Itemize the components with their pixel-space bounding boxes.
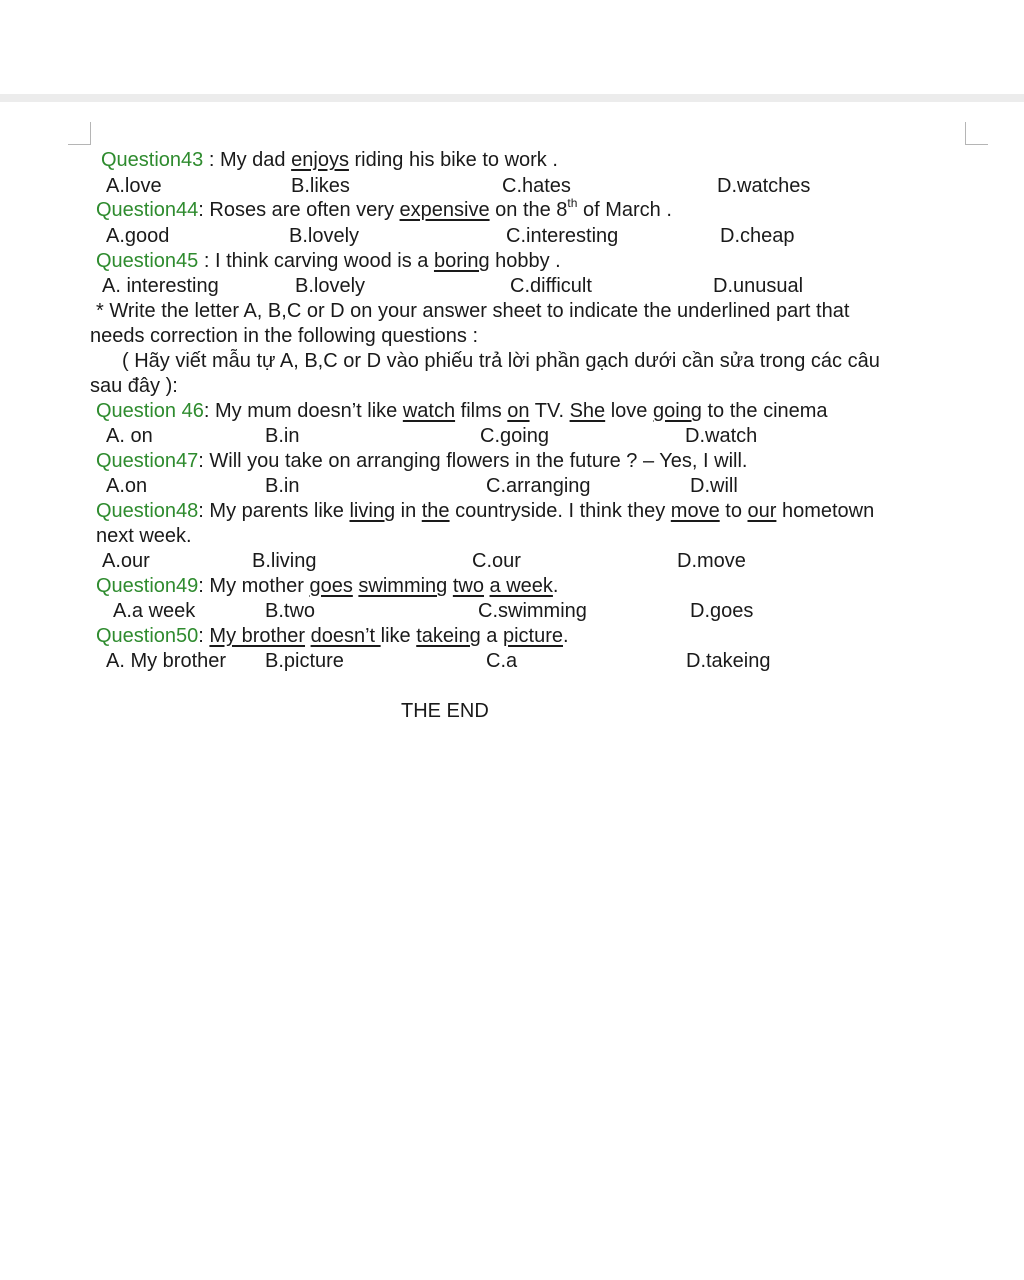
question-47 (96, 448, 747, 474)
underlined-word: expensive (399, 199, 490, 221)
separator: : (198, 575, 210, 597)
top-divider-bar (0, 94, 1024, 102)
question-label: Question43 (101, 149, 204, 171)
question-text: . (563, 625, 569, 647)
question-44 (96, 197, 672, 223)
question-49 (96, 573, 558, 599)
option-b: B.two (265, 600, 316, 622)
option-b: B.lovely (289, 225, 360, 247)
option-d: D.watch (685, 425, 758, 447)
question-text: to the cinema (701, 400, 828, 422)
separator: : (198, 250, 215, 272)
question-text: . (552, 575, 559, 597)
option-d: D.move (677, 550, 746, 572)
option-a: A. on (106, 425, 153, 447)
option-c: C.a (486, 650, 518, 672)
question-text: Roses are often very (209, 199, 400, 221)
right-margin-corner-mark (965, 122, 988, 145)
question-45 (96, 248, 561, 274)
underlined-word: going (652, 400, 702, 422)
underlined-word: our (747, 500, 777, 522)
underlined-word: swimming (358, 575, 448, 597)
underlined-word: My brother (209, 625, 306, 647)
underlined-word: the (421, 500, 450, 522)
option-c: C.our (472, 550, 521, 572)
question-text: countryside. I think they (449, 500, 671, 522)
option-b: B.lovely (295, 275, 366, 297)
option-c: C.difficult (510, 275, 592, 297)
option-d: D.takeing (686, 650, 771, 672)
underlined-word: living (349, 500, 396, 522)
separator: : (203, 149, 220, 171)
underlined-word: enjoys (291, 149, 349, 171)
underlined-word: two (452, 575, 484, 597)
question-text: on the 8 (489, 199, 568, 221)
option-a: A.good (106, 225, 170, 247)
option-c: C.hates (502, 175, 571, 197)
question-text: to (719, 500, 748, 522)
option-d: D.will (690, 475, 738, 497)
underlined-word: picture (502, 625, 563, 647)
option-b: B.picture (265, 650, 344, 672)
separator: : (203, 400, 215, 422)
question-label: Question50 (96, 625, 199, 647)
underlined-word: takeing (416, 625, 481, 647)
question-46 (96, 398, 828, 424)
question-label: Question48 (96, 500, 199, 522)
question-label: Question 46 (96, 400, 204, 422)
underlined-word: boring (433, 250, 490, 272)
question-label: Question49 (96, 575, 199, 597)
separator: : (198, 450, 210, 472)
question-text: My mum doesn’t like (214, 400, 403, 422)
option-c: C.swimming (478, 600, 587, 622)
question-text: TV. (529, 400, 570, 422)
option-b: B.in (265, 425, 300, 447)
option-b: B.in (265, 475, 300, 497)
question-text: My mother (209, 575, 310, 597)
option-d: D.cheap (720, 225, 795, 247)
underlined-word: move (670, 500, 720, 522)
option-a: A.on (106, 475, 148, 497)
question-text: My dad (219, 149, 292, 171)
option-a: A.a week (113, 600, 196, 622)
option-c: C.arranging (486, 475, 591, 497)
option-a: A.love (106, 175, 162, 197)
option-d: D.goes (690, 600, 754, 622)
option-a: A. interesting (102, 275, 219, 297)
option-a: A.our (102, 550, 150, 572)
underlined-word: goes (309, 575, 353, 597)
underlined-word: a week (489, 575, 553, 597)
separator: : (198, 625, 210, 647)
the-end-text: THE END (401, 700, 489, 722)
question-label: Question47 (96, 450, 199, 472)
question-label: Question44 (96, 199, 199, 221)
question-text: love (605, 400, 653, 422)
left-margin-corner-mark (68, 122, 91, 145)
option-b: B.living (252, 550, 317, 572)
option-c: C.interesting (506, 225, 619, 247)
question-label: Question45 (96, 250, 199, 272)
instruction-line-1: * Write the letter A, B,C or D on your answer sheet to indicate the underlined part that (96, 300, 850, 322)
question-48 (96, 498, 874, 524)
instruction-line-2: needs correction in the following questions : (90, 325, 479, 347)
question-text: Will you take on arranging flowers in the future ? – Yes, I will. (209, 450, 748, 472)
question-43 (101, 147, 558, 173)
instruction-vietnamese-line-1: ( Hãy viết mẫu tự A, B,C or D vào phiếu trả lời phần gạch dưới cần sửa trong các câu (122, 350, 880, 372)
question-text: films (455, 400, 508, 422)
question-text: hometown (776, 500, 875, 522)
question-text: of March . (577, 199, 672, 221)
question-text: My parents like (209, 500, 350, 522)
option-a: A. My brother (106, 650, 227, 672)
question-text: a (480, 625, 503, 647)
option-d: D.unusual (713, 275, 804, 297)
underlined-word: doesn’t (310, 625, 381, 647)
underlined-word: watch (402, 400, 456, 422)
question-48-continuation: next week. (96, 525, 192, 547)
separator: : (198, 199, 210, 221)
underlined-word: She (569, 400, 606, 422)
underlined-word: on (507, 400, 530, 422)
separator: : (198, 500, 210, 522)
question-text: riding his bike to work . (348, 149, 558, 171)
option-d: D.watches (717, 175, 811, 197)
option-b: B.likes (291, 175, 350, 197)
question-text: I think carving wood is a (214, 250, 434, 272)
question-text: like (380, 625, 417, 647)
ordinal-suffix: th (567, 196, 578, 210)
option-c: C.going (480, 425, 549, 447)
question-text: in (395, 500, 422, 522)
question-text: hobby . (489, 250, 561, 272)
instruction-vietnamese-line-2: sau đây ): (90, 375, 178, 397)
question-50 (96, 623, 569, 649)
